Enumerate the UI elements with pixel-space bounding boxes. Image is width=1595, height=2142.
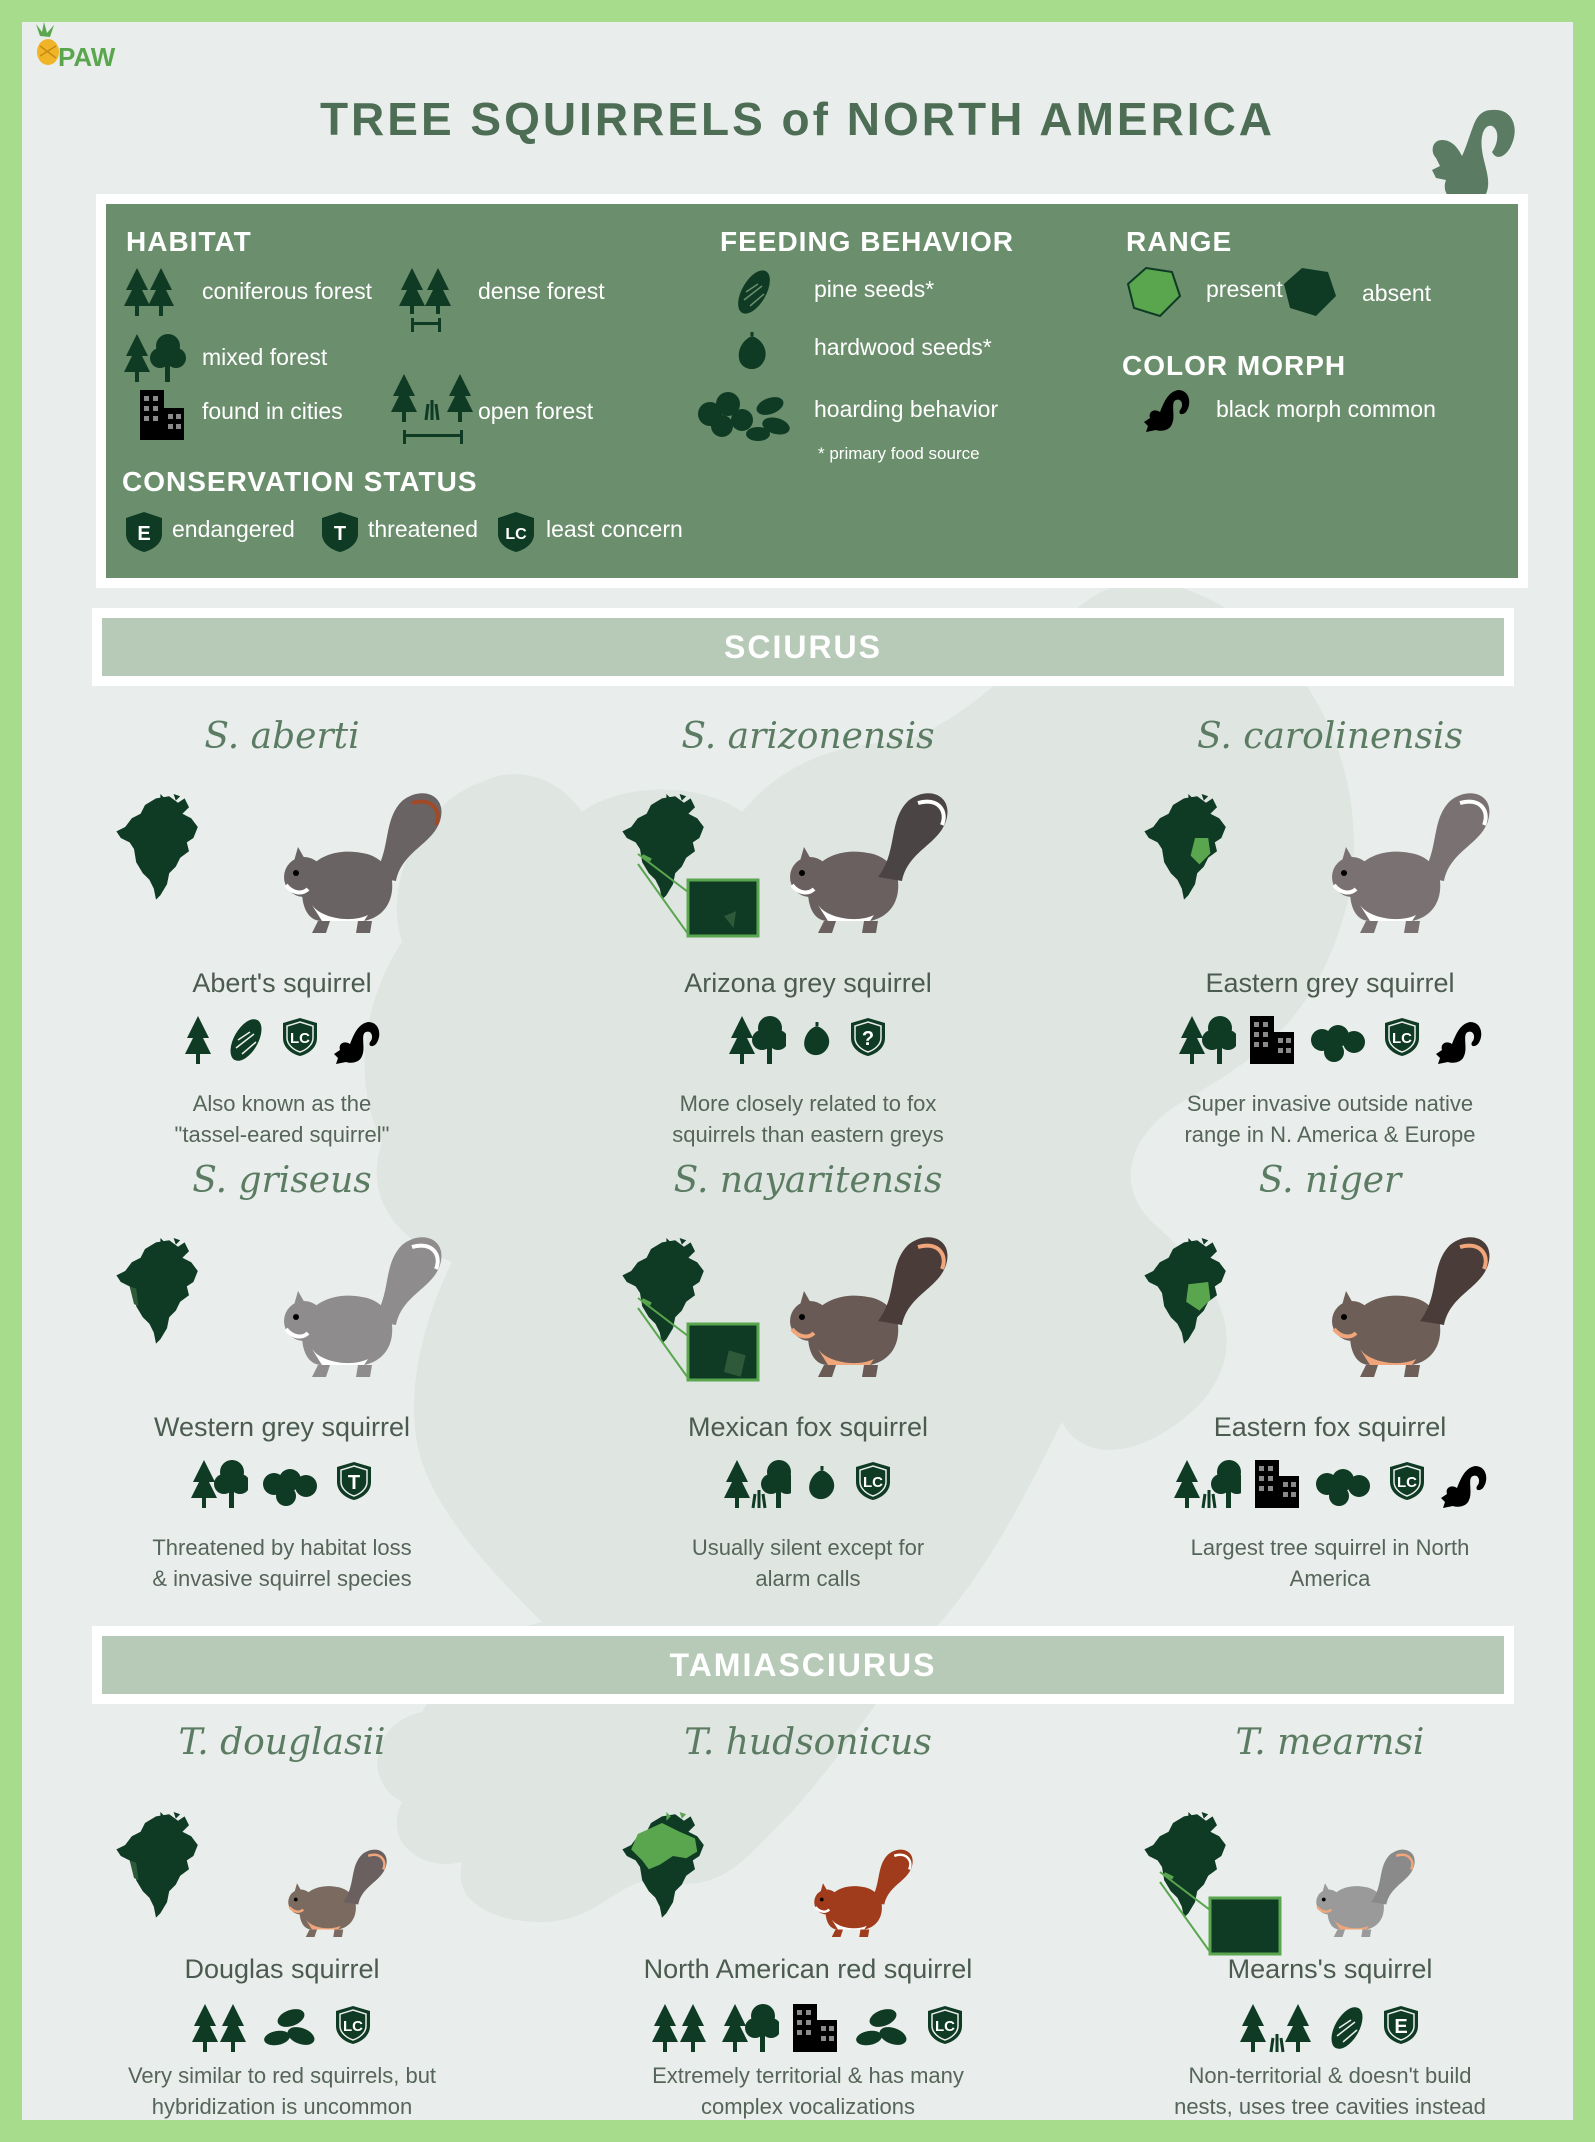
species-scientific-name: S. nayaritensis xyxy=(673,1160,943,1201)
threatened-badge-icon xyxy=(320,510,360,552)
species-scientific-name: S. griseus xyxy=(192,1160,372,1201)
legend-label-hardwood-seeds: hardwood seeds* xyxy=(814,334,992,360)
legend-label-open: open forest xyxy=(478,398,594,424)
species-common-name: Western grey squirrel xyxy=(153,1412,411,1442)
species-description xyxy=(578,2060,1038,2120)
least-concern-badge-icon xyxy=(333,2002,373,2059)
hoarding-icon xyxy=(696,384,796,444)
legend-label-threatened: threatened xyxy=(368,516,478,542)
description-line: Very similar to red squirrels, but xyxy=(127,2063,437,2088)
species-card xyxy=(578,1722,1038,2120)
least-concern-badge-icon xyxy=(1382,1014,1422,1071)
species-icon-row xyxy=(578,2004,1038,2056)
city-icon xyxy=(793,2002,839,2059)
range-map xyxy=(618,1812,728,1937)
logo-text: PAW xyxy=(58,42,116,72)
legend-label-mixed: mixed forest xyxy=(202,344,328,370)
species-common-name: Eastern fox squirrel xyxy=(1213,1412,1447,1442)
mixed-forest-icon xyxy=(721,2002,779,2059)
species-icon-row xyxy=(578,1016,1038,1068)
unknown-status-badge-icon xyxy=(848,1014,888,1071)
threatened-badge-icon xyxy=(334,1458,374,1515)
hoarding-icon xyxy=(262,1458,320,1515)
legend-label-endangered: endangered xyxy=(172,516,295,542)
species-icon-row xyxy=(52,2004,512,2056)
description-line: nests, uses tree cavities instead xyxy=(1174,2094,1486,2119)
legend-label-cities: found in cities xyxy=(202,398,343,424)
legend-label-hoarding: hoarding behavior xyxy=(814,396,999,422)
species-common-name: Arizona grey squirrel xyxy=(684,968,932,998)
species-icon-row xyxy=(578,1460,1038,1512)
mixed-forest-icon xyxy=(124,332,186,384)
hardwood-seed-icon xyxy=(805,1458,839,1515)
pine-seed-icon xyxy=(732,266,776,318)
coniferous-forest-icon xyxy=(124,266,174,318)
mixed-forest-icon xyxy=(1178,1014,1236,1071)
range-present-icon xyxy=(1126,266,1182,318)
city-icon xyxy=(1250,1014,1296,1071)
color-morph-heading: COLOR MORPH xyxy=(1122,350,1347,381)
description-line: Extremely territorial & has many xyxy=(652,2063,964,2088)
description-line: "tassel-eared squirrel" xyxy=(174,1122,390,1147)
description-line: hybridization is uncommon xyxy=(151,2094,413,2119)
squirrel-illustration xyxy=(1320,1220,1500,1395)
least-concern-badge-icon xyxy=(853,1458,893,1515)
open-mixed-forest-icon xyxy=(723,1458,791,1515)
species-common-name: Abert's squirrel xyxy=(192,968,372,998)
svg-text:LC: LC xyxy=(1392,1029,1412,1047)
description-line: Super invasive outside native xyxy=(1186,1091,1474,1116)
species-description xyxy=(578,1532,1038,1594)
species-card xyxy=(1100,716,1560,1147)
svg-text:LC: LC xyxy=(343,2017,363,2035)
black-morph-icon xyxy=(1441,1458,1487,1515)
legend-label-least-concern: least concern xyxy=(546,516,683,542)
species-common-name: Douglas squirrel xyxy=(184,1954,380,1984)
pine-seed-icon xyxy=(1327,2002,1367,2059)
species-scientific-name: T. mearnsi xyxy=(1235,1722,1425,1763)
species-icon-row xyxy=(1100,2004,1560,2056)
species-scientific-name: S. aberti xyxy=(204,716,360,757)
endangered-badge-icon xyxy=(1381,2002,1421,2059)
species-icon-row xyxy=(1100,1016,1560,1068)
range-map xyxy=(618,1238,788,1393)
description-line: Usually silent except for xyxy=(691,1535,925,1560)
species-card xyxy=(1100,1722,1560,2120)
description-line: squirrels than eastern greys xyxy=(672,1122,944,1147)
legend-label-pine-seeds: pine seeds* xyxy=(814,276,935,302)
feeding-heading: FEEDING BEHAVIOR xyxy=(720,226,1014,257)
legend-footnote: * primary food source xyxy=(818,444,980,463)
hoarding-icon xyxy=(1310,1014,1368,1071)
svg-text:LC: LC xyxy=(863,1473,883,1491)
coniferous-forest-icon xyxy=(651,2002,707,2059)
legend-label-dense: dense forest xyxy=(478,278,605,304)
black-morph-icon xyxy=(1142,388,1192,434)
open-forest-icon xyxy=(390,372,476,448)
species-common-name: North American red squirrel xyxy=(643,1954,973,1984)
least-concern-badge-icon xyxy=(1387,1458,1427,1515)
species-description xyxy=(1100,2060,1560,2120)
black-morph-icon xyxy=(1436,1014,1482,1071)
species-scientific-name: S. arizonensis xyxy=(681,716,935,757)
species-scientific-name: T. hudsonicus xyxy=(684,1722,932,1763)
svg-text:T: T xyxy=(333,523,347,545)
hardwood-seed-icon xyxy=(800,1014,834,1071)
svg-text:LC: LC xyxy=(1397,1473,1417,1491)
squirrel-illustration xyxy=(272,776,452,951)
species-common-name: Mearns's squirrel xyxy=(1227,1954,1433,1984)
species-common-name: Mexican fox squirrel xyxy=(687,1412,929,1442)
species-common-name: Eastern grey squirrel xyxy=(1205,968,1455,998)
pine-seed-icon xyxy=(226,1014,266,1071)
species-icon-row xyxy=(52,1460,512,1512)
species-description xyxy=(1100,1532,1560,1594)
description-line: Non-territorial & doesn't build xyxy=(1188,2063,1472,2088)
squirrel-illustration xyxy=(798,1842,928,1947)
coniferous-forest-icon xyxy=(191,2002,247,2059)
black-morph-icon xyxy=(334,1014,380,1071)
legend-label-black-morph: black morph common xyxy=(1216,396,1436,422)
hoarding-icon xyxy=(1315,1458,1373,1515)
mixed-forest-icon xyxy=(728,1014,786,1071)
page-title: TREE SQUIRRELS of NORTH AMERICA xyxy=(319,93,1276,145)
infographic-page xyxy=(22,22,1573,2120)
hoarding-icon xyxy=(261,2002,319,2059)
mixed-forest-icon xyxy=(190,1458,248,1515)
species-card xyxy=(1100,1160,1560,1591)
species-description xyxy=(52,1532,512,1594)
squirrel-illustration xyxy=(272,1842,402,1947)
description-line: & invasive squirrel species xyxy=(152,1566,412,1591)
squirrel-illustration xyxy=(272,1220,452,1395)
description-line: Also known as the xyxy=(192,1091,372,1116)
description-line: Threatened by habitat loss xyxy=(152,1535,412,1560)
coniferous-forest-icon xyxy=(184,1014,212,1071)
squirrel-illustration xyxy=(778,776,958,951)
range-map xyxy=(1140,1812,1310,1967)
endangered-badge-icon xyxy=(124,510,164,552)
hardwood-seed-icon xyxy=(732,332,772,372)
description-line: complex vocalizations xyxy=(701,2094,915,2119)
range-absent-icon xyxy=(1282,266,1338,318)
svg-text:E: E xyxy=(1394,2015,1408,2038)
description-line: Largest tree squirrel in North xyxy=(1190,1535,1470,1560)
dense-forest-icon xyxy=(398,266,454,336)
species-card xyxy=(52,1160,512,1591)
city-icon xyxy=(1255,1458,1301,1515)
range-map xyxy=(112,1812,222,1937)
open-forest-icon xyxy=(1239,2002,1313,2059)
species-scientific-name: S. carolinensis xyxy=(1197,716,1463,757)
least-concern-badge-icon xyxy=(280,1014,320,1071)
range-heading: RANGE xyxy=(1126,226,1233,257)
svg-text:LC: LC xyxy=(935,2017,955,2035)
species-scientific-name: T. douglasii xyxy=(178,1722,386,1763)
range-map xyxy=(1140,1238,1250,1363)
range-map xyxy=(1140,794,1250,919)
squirrel-illustration xyxy=(778,1220,958,1395)
description-line: America xyxy=(1289,1566,1371,1591)
description-line: alarm calls xyxy=(755,1566,861,1591)
species-description xyxy=(52,2060,512,2120)
svg-text:T: T xyxy=(347,1471,361,1494)
paw-logo xyxy=(22,22,132,82)
species-card xyxy=(52,716,512,1147)
range-map xyxy=(618,794,788,949)
section-tamiasciurus: TAMIASCIURUS xyxy=(92,1626,1514,1704)
section-sciurus: SCIURUS xyxy=(92,608,1514,686)
squirrel-illustration xyxy=(1300,1842,1430,1947)
description-line: range in N. America & Europe xyxy=(1184,1122,1476,1147)
description-line: More closely related to fox xyxy=(679,1091,937,1116)
species-description xyxy=(578,1088,1038,1150)
svg-text:E: E xyxy=(137,523,151,545)
legend-label-coniferous: coniferous forest xyxy=(202,278,373,304)
open-mixed-forest-icon xyxy=(1173,1458,1241,1515)
species-icon-row xyxy=(1100,1460,1560,1512)
least-concern-badge-icon xyxy=(925,2002,965,2059)
squirrel-illustration xyxy=(1320,776,1500,951)
species-card xyxy=(578,716,1038,1147)
species-description xyxy=(52,1088,512,1150)
legend-panel xyxy=(96,194,1528,588)
habitat-heading: HABITAT xyxy=(126,226,252,257)
svg-text:LC: LC xyxy=(505,526,527,543)
species-description xyxy=(1100,1088,1560,1150)
species-card xyxy=(52,1722,512,2120)
species-card xyxy=(578,1160,1038,1591)
city-icon xyxy=(140,386,184,440)
range-map xyxy=(112,794,222,919)
species-scientific-name: S. niger xyxy=(1258,1160,1402,1201)
svg-text:?: ? xyxy=(861,1027,875,1050)
least-concern-badge-icon xyxy=(496,510,536,552)
range-map xyxy=(112,1238,222,1363)
conservation-heading: CONSERVATION STATUS xyxy=(122,466,478,497)
legend-label-absent: absent xyxy=(1362,280,1432,306)
hoarding-icon xyxy=(853,2002,911,2059)
legend-label-present: present xyxy=(1206,276,1283,302)
svg-text:LC: LC xyxy=(290,1029,310,1047)
species-icon-row xyxy=(52,1016,512,1068)
